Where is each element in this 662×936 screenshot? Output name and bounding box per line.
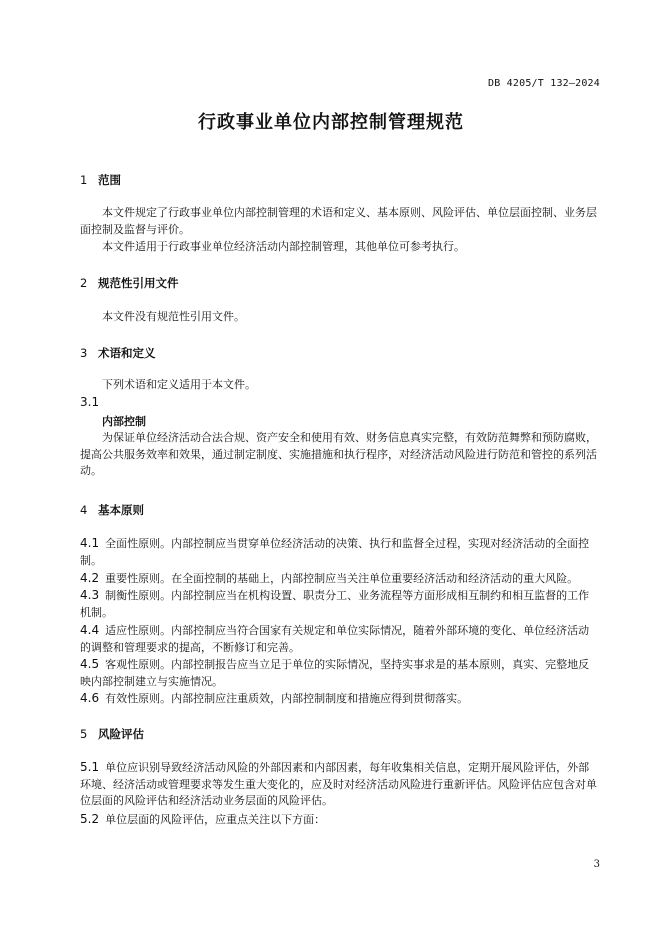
section-3-number: 3: [80, 346, 88, 360]
clause-text: 重要性原则。在全面控制的基础上，内部控制应当关注单位重要经济活动和经济活动的重大风险。: [105, 572, 579, 585]
section-3-intro: 下列术语和定义适用于本文件。: [102, 378, 256, 391]
clause-4-1: [80, 535, 600, 569]
section-2-paragraph-1: 本文件没有规范性引用文件。: [102, 310, 245, 323]
clause-4-5: [80, 656, 600, 690]
clause-text: 客观性原则。内部控制报告应当立足于单位的实际情况，坚持实事求是的基本原则，真实、完整地反映内部控制建立与实施情况。: [80, 658, 590, 688]
section-1-heading: [80, 172, 121, 188]
clause-text: 有效性原则。内部控制应注重质效，内部控制制度和措施应得到贯彻落实。: [105, 692, 469, 705]
clause-text: 单位应识别导致经济活动风险的外部因素和内部因素，每年收集相关信息，定期开展风险评估，外部环境、经济活动或管理要求等发生重大变化的，应及时对经济活动风险进行重新评估。风险评估应包含对单位层面的风险评估和经济活动业务层面的风险评估。: [80, 761, 597, 807]
clause-number: 4.3: [80, 588, 100, 602]
clause-number: 4.5: [80, 657, 100, 671]
clause-5-1: [80, 759, 600, 810]
term-name: 内部控制: [102, 415, 146, 428]
document-title: 行政事业单位内部控制管理规范: [198, 112, 464, 133]
page-number: 3: [593, 859, 600, 870]
term-number: 3.1: [80, 395, 100, 409]
section-1-title: 范围: [98, 173, 121, 187]
section-1-number: 1: [80, 173, 88, 187]
clause-text: 全面性原则。内部控制应当贯穿单位经济活动的决策、执行和监督全过程，实现对经济活动的全面控制。: [80, 537, 590, 567]
section-2-number: 2: [80, 276, 88, 290]
clause-text: 适应性原则。内部控制应当符合国家有关规定和单位实际情况，随着外部环境的变化、单位经济活动的调整和管理要求的提高，不断修订和完善。: [80, 624, 590, 654]
clause-4-4: [80, 622, 600, 656]
section-1-paragraph-1: 本文件规定了行政事业单位内部控制管理的术语和定义、基本原则、风险评估、单位层面控制、业务层面控制及监督与评价。: [80, 206, 597, 236]
section-1-paragraph-2: 本文件适用于行政事业单位经济活动内部控制管理，其他单位可参考执行。: [102, 240, 465, 253]
clause-number: 5.1: [80, 760, 100, 774]
clause-text: 单位层面的风险评估，应重点关注以下方面：: [105, 813, 326, 826]
clause-text: 制衡性原则。内部控制应当在机构设置、职责分工、业务流程等方面形成相互制约和相互监督的工作机制。: [80, 589, 590, 619]
section-5-title: 风险评估: [98, 727, 144, 741]
section-2-heading: [80, 275, 179, 291]
clause-4-3: [80, 587, 600, 621]
clause-number: 4.6: [80, 691, 100, 705]
clause-number: 4.1: [80, 536, 100, 550]
section-4-number: 4: [80, 503, 88, 517]
clause-5-2: [80, 811, 600, 829]
section-3-heading: [80, 345, 156, 361]
clause-number: 5.2: [80, 812, 100, 826]
section-4-heading: [80, 502, 144, 518]
section-4-title: 基本原则: [98, 503, 144, 517]
clause-number: 4.2: [80, 571, 100, 585]
term-definition: 为保证单位经济活动合法合规、资产安全和使用有效、财务信息真实完整，有效防范舞弊和预防腐败，提高公共服务效率和效果，通过制定制度、实施措施和执行程序，对经济活动风险进行防范和管控的系列活动。: [80, 431, 597, 477]
clause-4-2: [80, 570, 600, 588]
section-5-number: 5: [80, 727, 88, 741]
clause-number: 4.4: [80, 623, 100, 637]
section-2-title: 规范性引用文件: [98, 276, 179, 290]
section-3-title: 术语和定义: [98, 346, 156, 360]
section-5-heading: [80, 726, 144, 742]
standard-code: DB 4205/T 132—2024: [488, 78, 600, 89]
clause-4-6: [80, 690, 600, 708]
